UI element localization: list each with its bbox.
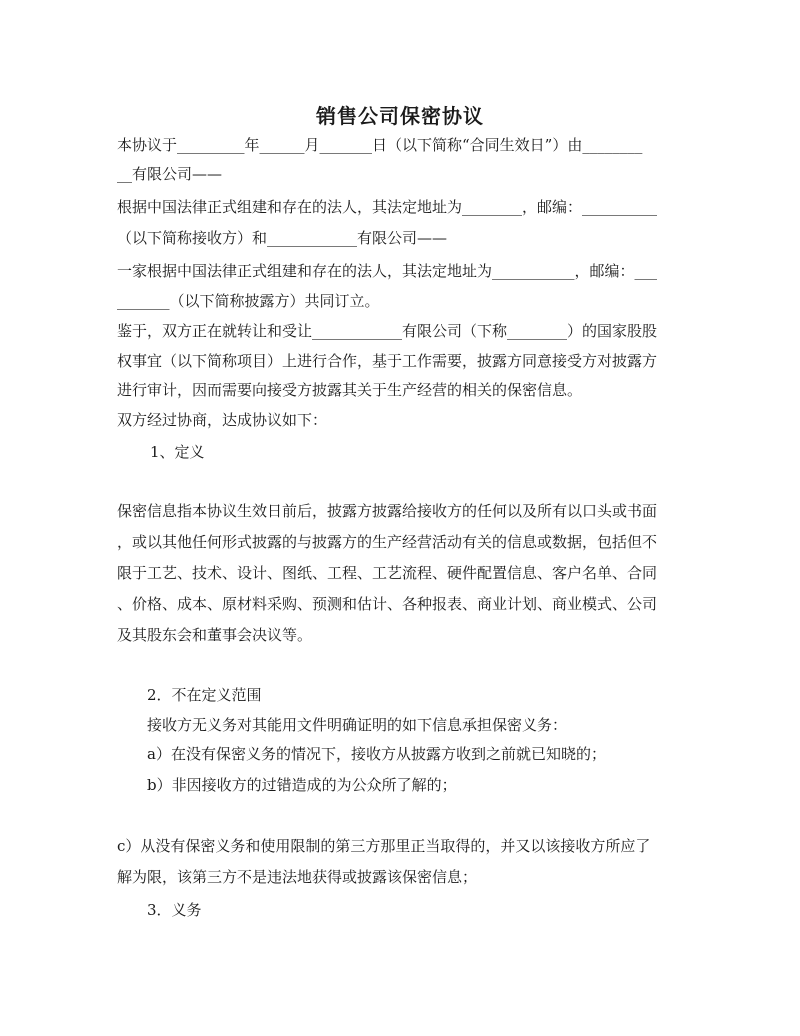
paragraph-line: __有限公司—— (117, 165, 223, 183)
paragraph-line: 权事宜（以下简称项目）上进行合作，基于工作需要，披露方同意接受方对披露方 (117, 352, 658, 370)
section-heading: 3．义务 (147, 901, 202, 919)
paragraph-line: ，或以其他任何形式披露的与披露方的生产经营活动有关的信息或数据，包括但不 (117, 533, 658, 551)
paragraph-line: 双方经过协商，达成协议如下： (117, 411, 328, 429)
paragraph-line: 本协议于_________年______月_______日（以下简称“合同生效日”）由________ (117, 136, 643, 154)
paragraph-line: （以下简称接收方）和____________有限公司—— (117, 229, 448, 247)
paragraph-line: 保密信息指本协议生效日前后，披露方披露给接收方的任何以及所有以口头或书面 (117, 502, 658, 520)
paragraph-line: 接收方无义务对其能用文件明确证明的如下信息承担保密义务： (147, 716, 568, 734)
list-item: c）从没有保密义务和使用限制的第三方那里正当取得的，并又以该接收方所应了 (117, 837, 651, 855)
paragraph-line: 根据中国法律正式组建和存在的法人，其法定地址为________，邮编：__________ (117, 198, 658, 216)
paragraph-line: 及其股东会和董事会决议等。 (117, 626, 313, 644)
paragraph-line: 鉴于，双方正在就转让和受让____________有限公司（下称________）的国家股股 (117, 322, 658, 340)
section-heading: 2．不在定义范围 (147, 686, 262, 704)
paragraph-line: 限于工艺、技术、设计、图纸、工程、工艺流程、硬件配置信息、客户名单、合同 (117, 564, 658, 582)
list-item: b）非因接收方的过错造成的为公众所了解的； (147, 776, 457, 794)
document-title: 销售公司保密协议 (316, 104, 484, 128)
paragraph-line: 解为限，该第三方不是违法地获得或披露该保密信息； (117, 868, 478, 886)
paragraph-line: 一家根据中国法律正式组建和存在的法人，其法定地址为___________，邮编：___ (117, 262, 658, 280)
paragraph-line: 进行审计，因而需要向接受方披露其关于生产经营的相关的保密信息。 (117, 381, 583, 399)
section-heading: 1、定义 (150, 443, 205, 461)
list-item: a）在没有保密义务的情况下，接收方从披露方收到之前就已知晓的； (147, 745, 606, 763)
paragraph-line: 、价格、成本、原材料采购、预测和估计、各种报表、商业计划、商业模式、公司 (117, 595, 658, 613)
paragraph-line: _______（以下简称披露方）共同订立。 (117, 292, 380, 310)
